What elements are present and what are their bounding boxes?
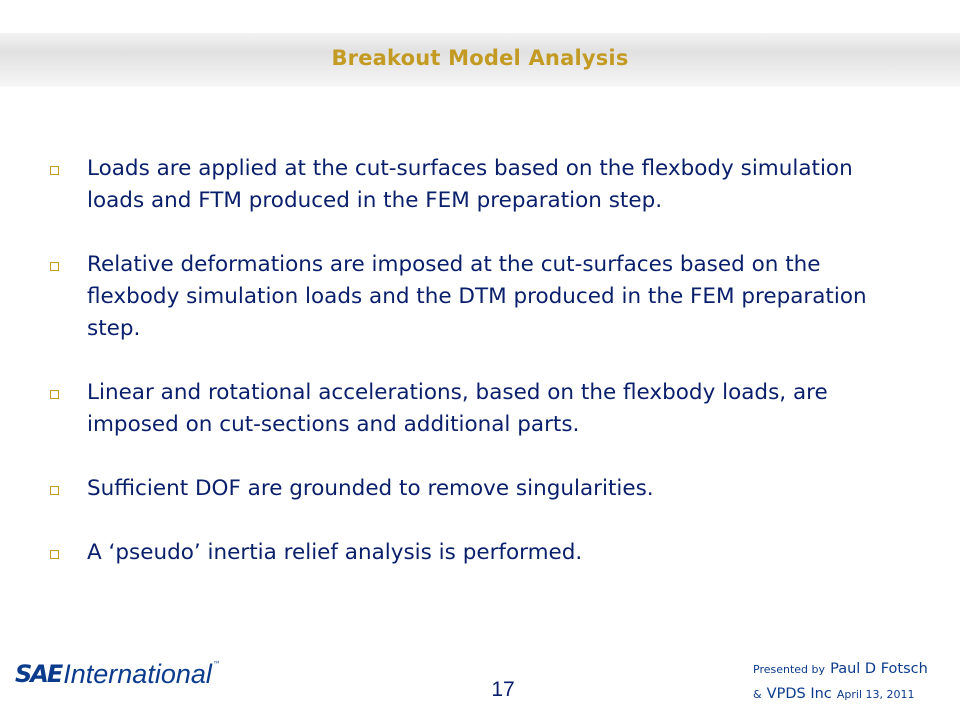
- credit-line-1: [753, 656, 953, 681]
- credit-line-2: [753, 681, 953, 706]
- bullet-square-icon: [50, 550, 59, 559]
- bullet-square-icon: [50, 166, 59, 175]
- bullet-text: Relative deformations are imposed at the cut-surfaces based on the flexbody simulation loads and the DTM produced in the FEM preparation step.: [87, 252, 867, 341]
- bullet-item: [50, 377, 910, 441]
- company-name: VPDS Inc: [766, 686, 832, 702]
- bullet-item: [50, 473, 910, 505]
- bullet-item: [50, 537, 910, 569]
- slide-title: Breakout Model Analysis: [331, 46, 629, 70]
- bullet-text: Sufficient DOF are grounded to remove singularities.: [87, 476, 654, 501]
- bullet-item: [50, 153, 910, 217]
- bullet-item: [50, 249, 910, 345]
- presented-by-label: Presented by: [753, 663, 826, 676]
- presenter-credit: [753, 656, 953, 706]
- sae-international-logo: [15, 660, 221, 692]
- bullet-square-icon: [50, 262, 59, 271]
- bullet-square-icon: [50, 390, 59, 399]
- presentation-date: April 13, 2011: [836, 688, 915, 701]
- bullet-list: [50, 153, 910, 569]
- bullet-text: Loads are applied at the cut-surfaces based on the flexbody simulation loads and FTM produced in the FEM preparation step.: [87, 156, 853, 213]
- bullet-text: Linear and rotational accelerations, based on the flexbody loads, are imposed on cut-sections and additional parts.: [87, 380, 828, 437]
- logo-word: International: [63, 659, 212, 689]
- logo-mark: SAE: [15, 660, 62, 688]
- ampersand: &: [753, 688, 762, 701]
- trademark-symbol: ™: [212, 660, 221, 669]
- presenter-name: Paul D Fotsch: [830, 661, 928, 677]
- page-number: 17: [491, 678, 515, 701]
- bullet-square-icon: [50, 486, 59, 495]
- bullet-text: A ‘pseudo’ inertia relief analysis is performed.: [87, 540, 583, 565]
